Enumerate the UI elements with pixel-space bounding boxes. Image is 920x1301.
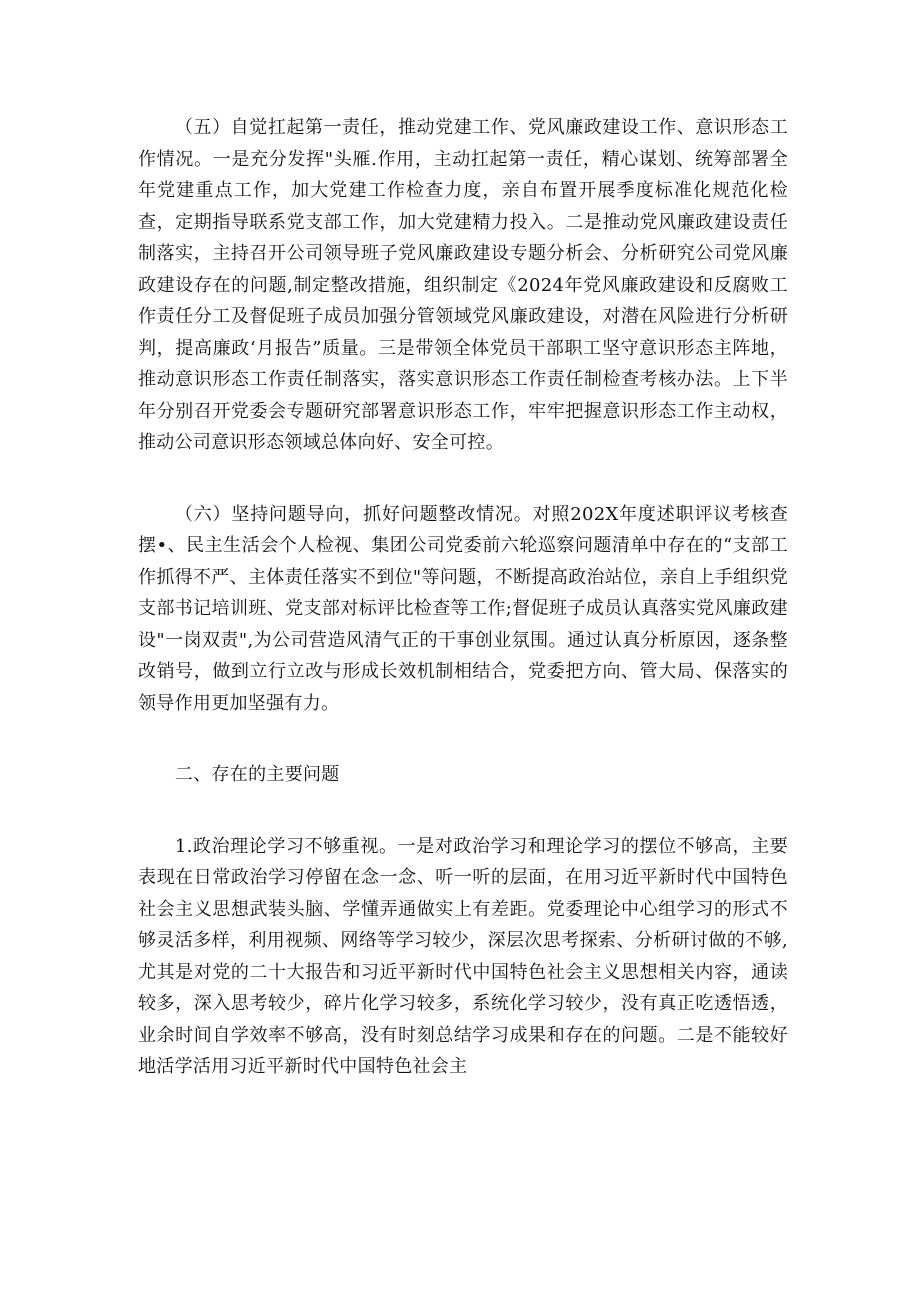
section-heading-main-problems: 二、存在的主要问题 (174, 764, 340, 785)
paragraph-section-6: （六）坚持问题导向，抓好问题整改情况。对照202X年度述职评议考核查摆•、民主生活会个人检视、集团公司党委前六轮巡察问题清单中存在的“支部工作抓得不严、主体责任落实不到位"等问题，不断提高政治站位，亲自上手组织党支部书记培训班、党支部对标评比检查等工作;督促班子成员认真落实党风廉政建设"一岗双责",为公司营造风清气正的干事创业氛围。通过认真分析原因，逐条整改销号，做到立行立改与形成长效机制相结合，党委把方向、管大局、保落实的领导作用更加坚强有力。 (138, 503, 788, 714)
paragraph-spacer (138, 719, 788, 759)
paragraph-problem-1: 1.政治理论学习不够重视。一是对政治学习和理论学习的摆位不够高，主要表现在日常政治学习停留在念一念、听一听的层面，在用习近平新时代中国特色社会主义思想武装头脑、学懂弄通做实上有差距。党委理论中心组学习的形式不够灵活多样，利用视频、网络等学习较少，深层次思考探索、分析研讨做的不够,尤其是对党的二十大报告和习近平新时代中国特色社会主义思想相关内容，通读较多，深入思考较少，碎片化学习较多，系统化学习较少，没有真正吃透悟透，业余时间自学效率不够高，没有时刻总结学习成果和存在的问题。二是不能较好地活学活用习近平新时代中国特色社会主 (138, 835, 788, 1077)
paragraph-spacer (138, 459, 788, 499)
document-body (138, 112, 788, 1083)
paragraph-spacer (138, 791, 788, 831)
paragraph-section-5: （五）自觉扛起第一责任，推动党建工作、党风廉政建设工作、意识形态工作情况。一是充分发挥"头雁.作用，主动扛起第一责任，精心谋划、统筹部署全年党建重点工作，加大党建工作检查力度，亲自布置开展季度标准化规范化检查，定期指导联系党支部工作，加大党建精力投入。二是推动党风廉政建设责任制落实，主持召开公司领导班子党风廉政建设专题分析会、分析研究公司党风廉政建设存在的问题,制定整改措施，组织制定《2024年党风廉政建设和反腐败工作责任分工及督促班子成员加强分管领域党风廉政建设，对潜在风险进行分析研判，提高廉政‘月报告”质量。三是带领全体党员干部职工坚守意识形态主阵地，推动意识形态工作责任制落实，落实意识形态工作责任制检查考核办法。上下半年分别召开党委会专题研究部署意识形态工作，牢牢把握意识形态工作主动权，推动公司意识形态领域总体向好、安全可控。 (138, 117, 788, 453)
